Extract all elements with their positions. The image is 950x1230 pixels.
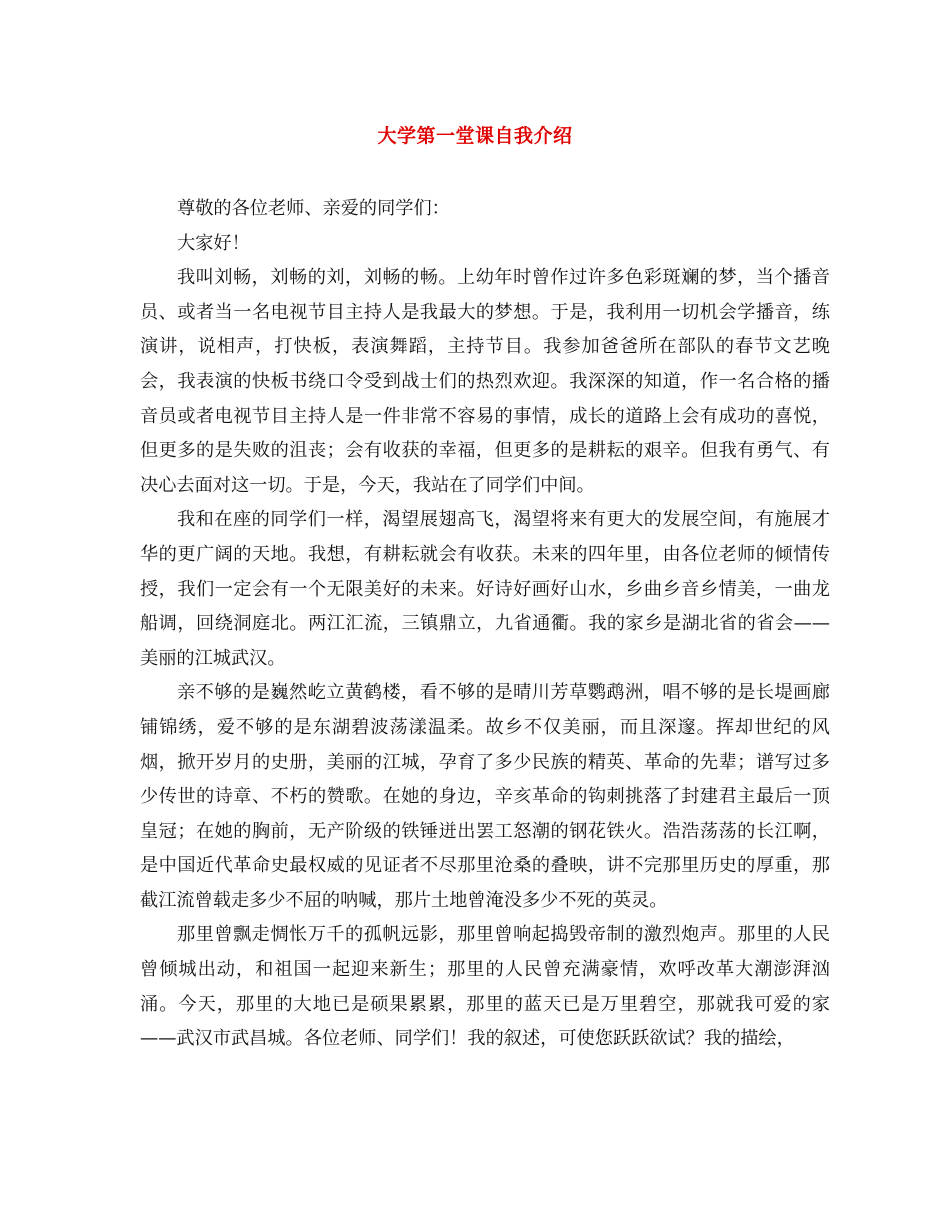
document-title: 大学第一堂课自我介绍 bbox=[377, 125, 573, 147]
salutation: 尊敬的各位老师、亲爱的同学们： bbox=[177, 198, 450, 219]
greeting: 大家好！ bbox=[177, 232, 250, 254]
paragraph: 亲不够的是巍然屹立黄鹤楼，看不够的是晴川芳草鹦鹉洲，唱不够的是长堤画廊铺锦绣，爱不够的是东湖碧波荡漾温柔。故乡不仅美丽，而且深邃。挥却世纪的风烟，掀开岁月的史册，美丽的江城，孕育了多少民族的精英、革命的先辈；谱写过多少传世的诗章、不朽的赞歌。在她的身边，辛亥革命的钩刺挑落了封建君主最后一顶皇冠；在她的胸前，无产阶级的铁锤迸出罢工怒潮的钢花铁火。浩浩荡荡的长江啊，是中国近代革命史最权威的见证者不尽那里沧桑的叠映，讲不完那里历史的厚重，那截江流曾载走多少不屈的呐喊，那片土地曾淹没多少不死的英灵。 bbox=[140, 682, 830, 911]
paragraph: 我和在座的同学们一样，渴望展翅高飞，渴望将来有更大的发展空间，有施展才华的更广阔的天地。我想，有耕耘就会有收获。未来的四年里，由各位老师的倾情传授，我们一定会有一个无限美好的未来。好诗好画好山水，乡曲乡音乡情美，一曲龙船调，回绕洞庭北。两江汇流，三镇鼎立，九省通衢。我的家乡是湖北省的省会——美丽的江城武汉。 bbox=[140, 509, 830, 669]
document-body bbox=[140, 192, 830, 1057]
paragraph: 我叫刘畅，刘畅的刘，刘畅的畅。上幼年时曾作过许多色彩斑斓的梦，当个播音员、或者当一名电视节目主持人是我最大的梦想。于是，我利用一切机会学播音，练演讲，说相声，打快板，表演舞蹈，主持节目。我参加爸爸所在部队的春节文艺晚会，我表演的快板书绕口令受到战士们的热烈欢迎。我深深的知道，作一名合格的播音员或者电视节目主持人是一件非常不容易的事情，成长的道路上会有成功的喜悦，但更多的是失败的沮丧；会有收获的幸福，但更多的是耕耘的艰辛。但我有勇气、有决心去面对这一切。于是，今天，我站在了同学们中间。 bbox=[140, 267, 830, 496]
paragraph: 那里曾飘走惆怅万千的孤帆远影，那里曾响起捣毁帝制的激烈炮声。那里的人民曾倾城出动，和祖国一起迎来新生；那里的人民曾充满豪情，欢呼改革大潮澎湃汹涌。今天，那里的大地已是硕果累累，那里的蓝天已是万里碧空，那就我可爱的家——武汉市武昌城。各位老师、同学们！我的叙述，可使您跃跃欲试？我的描绘， bbox=[140, 924, 830, 1050]
